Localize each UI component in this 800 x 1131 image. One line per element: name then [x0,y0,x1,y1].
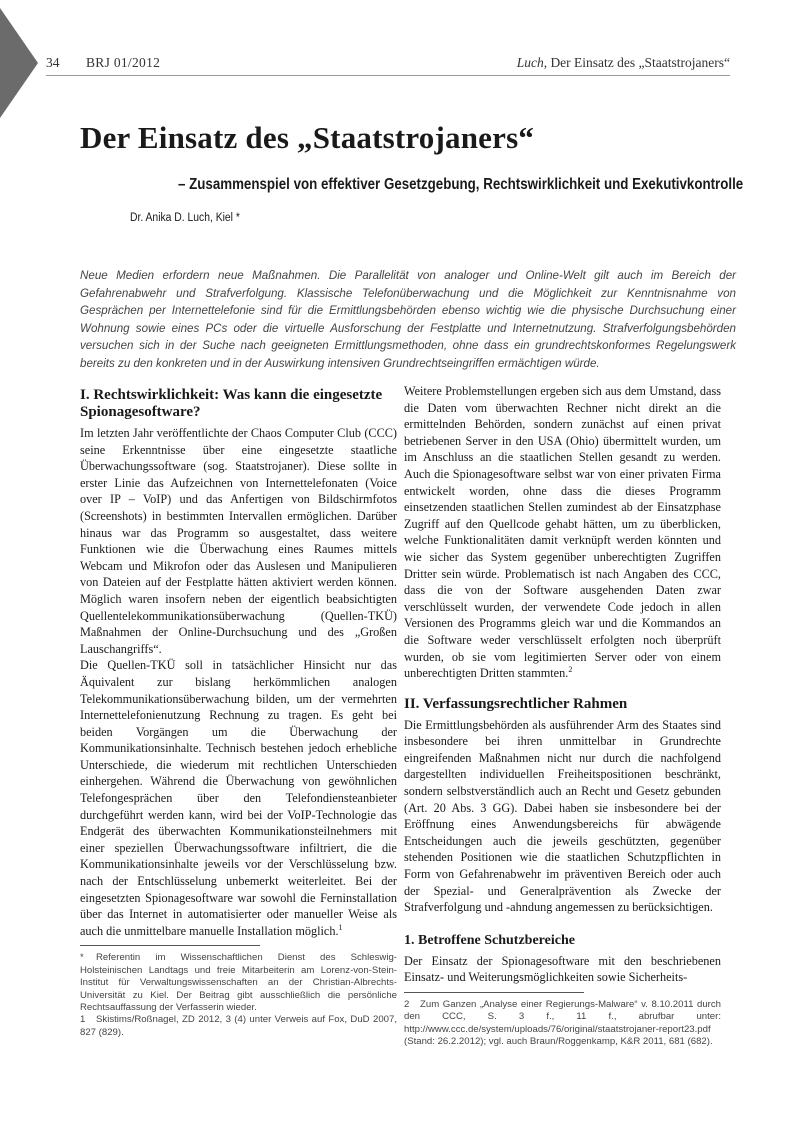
article-title: Der Einsatz des „Staatstrojaners“ [80,120,535,155]
right-column [404,383,721,1049]
running-title [517,55,730,71]
running-author: Luch [516,55,544,70]
footnote-star-mark: * [80,952,84,964]
body-paragraph-2 [80,657,397,939]
footnote-star [80,952,397,1014]
footnote-2-mark: 2 [404,999,410,1010]
page-corner-marker [0,8,38,118]
footnote-rule [80,945,260,946]
header-rule [46,75,730,76]
footnote-1 [80,1014,397,1039]
left-column [80,383,397,1039]
article-subtitle: – Zusammenspiel von effektiver Gesetzgebung, Rechtswirklichkeit und Exekutivkontrolle [178,176,744,193]
footnote-2-text: Zum Ganzen „Analyse einer Regierungs-Malware“ v. 8.10.2011 durch den CCC, S. 3 f., 11 f., abrufbar unter: http://www.ccc.de/system/uploads/76/original/staatstrojaner-report23.pdf (Stand: 26.2.2012); vgl. auch Braun/Roggenkamp, K&R 2011, 681 (682). [404,999,721,1048]
body-paragraph-3 [404,383,721,682]
running-header [46,55,730,75]
running-title-text: , Der Einsatz des „Staatstrojaners“ [543,55,730,70]
footnote-ref-2[interactable]: 2 [568,665,573,675]
body-paragraph-3-text: Weitere Problemstellungen ergeben sich aus dem Umstand, dass die Daten vom überwachten Rechner nicht direkt an die ermittelnden Behörden, sondern zunächst auf einen privat betriebenen Server in den USA (Ohio) übermittelt wurden, um im Anschluss an die staatlichen Stellen gesandt zu werden. Auch die Spionagesoftware selbst war von einer privaten Firma entwickelt worden, ohne dass die dieses Programm einsetzenden staatlichen Stellen zumindest ab der Einsatzphase Zugriff auf den Quellcode gehabt hätten, um zu überblicken, welche Funktionalitäten damit verknüpft werden könnten und wie sicher das System gegenüber unberechtigten Zugriffen Dritter sein würde. Problematisch ist nach Angaben des CCC, dass die von der Software ausgehenden Daten zwar verschlüsselt wurden, der verwendete Code jedoch in allen Versionen des Programms gleich war und die Kommandos an die Software weder verschlüsselt erfolgten noch überprüft wurden, ob sie vom legitimierten Server oder von einem unberechtigten Dritten stammten. [404,384,721,681]
journal-issue: BRJ 01/2012 [86,55,161,70]
section-heading-1: I. Rechtswirklichkeit: Was kann die eingesetzte Spionagesoftware? [80,387,383,420]
article-abstract: Neue Medien erfordern neue Maßnahmen. Die Parallelität von analoger und Online-Welt gilt auch im Bereich der Gefahrenabwehr und Strafverfolgung. Klassische Telefonüberwachung und die Möglichkeit zur Kenntnisnahme von Gesprächen per Internettelefonie sind für die Ermittlungsbehörden ebenso wichtig wie die physische Durchsuchung einer Wohnung sowie eines PCs oder die virtuelle Ausforschung der Festplatte und Internetnutzung. Strafverfolgungsbehörden versuchen sich in der Suche nach geeigneten Ermittlungsmethoden, ohne dass ein grundrechtskonformes Regelungswerk bereits zu den konkreten und in der Auswirkung intensiven Grundrechtseingriffen ermächtigen würde. [80,269,736,370]
footnote-ref-1[interactable]: 1 [338,922,343,932]
footnote-2 [404,999,721,1049]
body-paragraph-5: Der Einsatz der Spionagesoftware mit den beschriebenen Einsatz- und Weiterungsmöglichkeiten sowie Sicherheits- [404,953,721,985]
footnote-star-text: Referentin im Wissenschaftlichen Dienst des Schleswig-Holsteinischen Landtags und freie Mitarbeiterin am Lorenz-von-Stein-Institut für Verwaltungswissenschaften an der Christian-Albrechts-Universität zu Kiel. Der Beitrag gibt ausschließlich die persönliche Rechtsauffassung der Verfasserin wieder. [80,952,397,1014]
article-author: Dr. Anika D. Luch, Kiel * [130,212,240,224]
subsection-heading-1: 1. Betroffene Schutzbereiche [404,932,575,948]
body-paragraph-4: Die Ermittlungsbehörden als ausführender Arm des Staates sind insbesondere bei ihren unmittelbar in Grundrechte eingreifenden Maßnahmen nicht nur durch die nachfolgend dargestellten individuellen Freiheitspositionen beschränkt, sondern selbstverständlich auch an Recht und Gesetz gebunden (Art. 20 Abs. 3 GG). Dabei haben sie insbesondere bei der Eröffnung eines Anwendungsbereichs für abwägende Entscheidungen auch die jeweils geschützten, gegenüber stehenden Positionen wie die staatlichen Schutzpflichten in Form von Gefahrenabwehr im präventiven Bereich oder auch der Spezial- und Generalprävention als Zwecke der Strafverfolgung und -ahndung angemessen zu berücksichtigen. [404,717,721,915]
footnote-1-text: Skistims/Roßnagel, ZD 2012, 3 (4) unter Verweis auf Fox, DuD 2007, 827 (829). [80,1014,397,1038]
page-number: 34 [46,55,60,70]
footnote-1-mark: 1 [80,1014,86,1026]
footnote-rule-right [404,992,584,993]
body-paragraph-2-text: Die Quellen-TKÜ soll in tatsächlicher Hinsicht nur das Äquivalent zur bislang herkömmlichen analogen Telekommunikationsüberwachung bilden, um der vermehrten Internettelefonienutzung Rechnung zu tragen. Es geht bei beiden Vorgängen um die Überwachung der Kommunikationsinhalte. Technisch bestehen jedoch erhebliche Unterschiede, die wiederum mit rechtlichen Unterschieden einhergehen. Während die Überwachung von gewöhnlichen Telefongesprächen über den Telefondiensteanbieter durchgeführt werden kann, wird bei der VoIP-Technologie das Endgerät des überwachten Kommunikationsteilnehmers mit einer speziellen Überwachungssoftware infiltriert, die die Kommunikationsinhalte jeweils vor der Verschlüsselung bzw. nach der Entschlüsselung unbemerkt weiterleitet. Bei der eingesetzten Spionagesoftware war sowohl die Ferninstallation über das Internet in automatisierter oder manueller Weise als auch die unmittelbare manuelle Installation möglich. [80,658,397,938]
section-heading-2: II. Verfassungsrechtlicher Rahmen [404,695,628,712]
body-paragraph-1: Im letzten Jahr veröffentlichte der Chaos Computer Club (CCC) seine Erkenntnisse über eine eingesetzte staatliche Überwachungssoftware (sog. Staatstrojaner). Diese sollte in erster Linie das Aufzeichnen von Internettelefonaten (Voice over IP – VoIP) und das Anfertigen von Bildschirmfotos (Screenshots) in bestimmten Intervallen ermöglichen. Darüber hinaus war das Programm so ausgestaltet, dass weitere Funktionen wie die Überwachung eines Raumes mittels Webcam und Mikrofon oder das Auslesen und Manipulieren von Dateien auf der Festplatte hätten aktiviert werden können. Möglich waren insofern neben der eigentlich beabsichtigten Quellentelekommunikationsüberwachung (Quellen-TKÜ) Maßnahmen der Online-Durchsuchung und des „Großen Lauschangriffs“. [80,426,397,656]
